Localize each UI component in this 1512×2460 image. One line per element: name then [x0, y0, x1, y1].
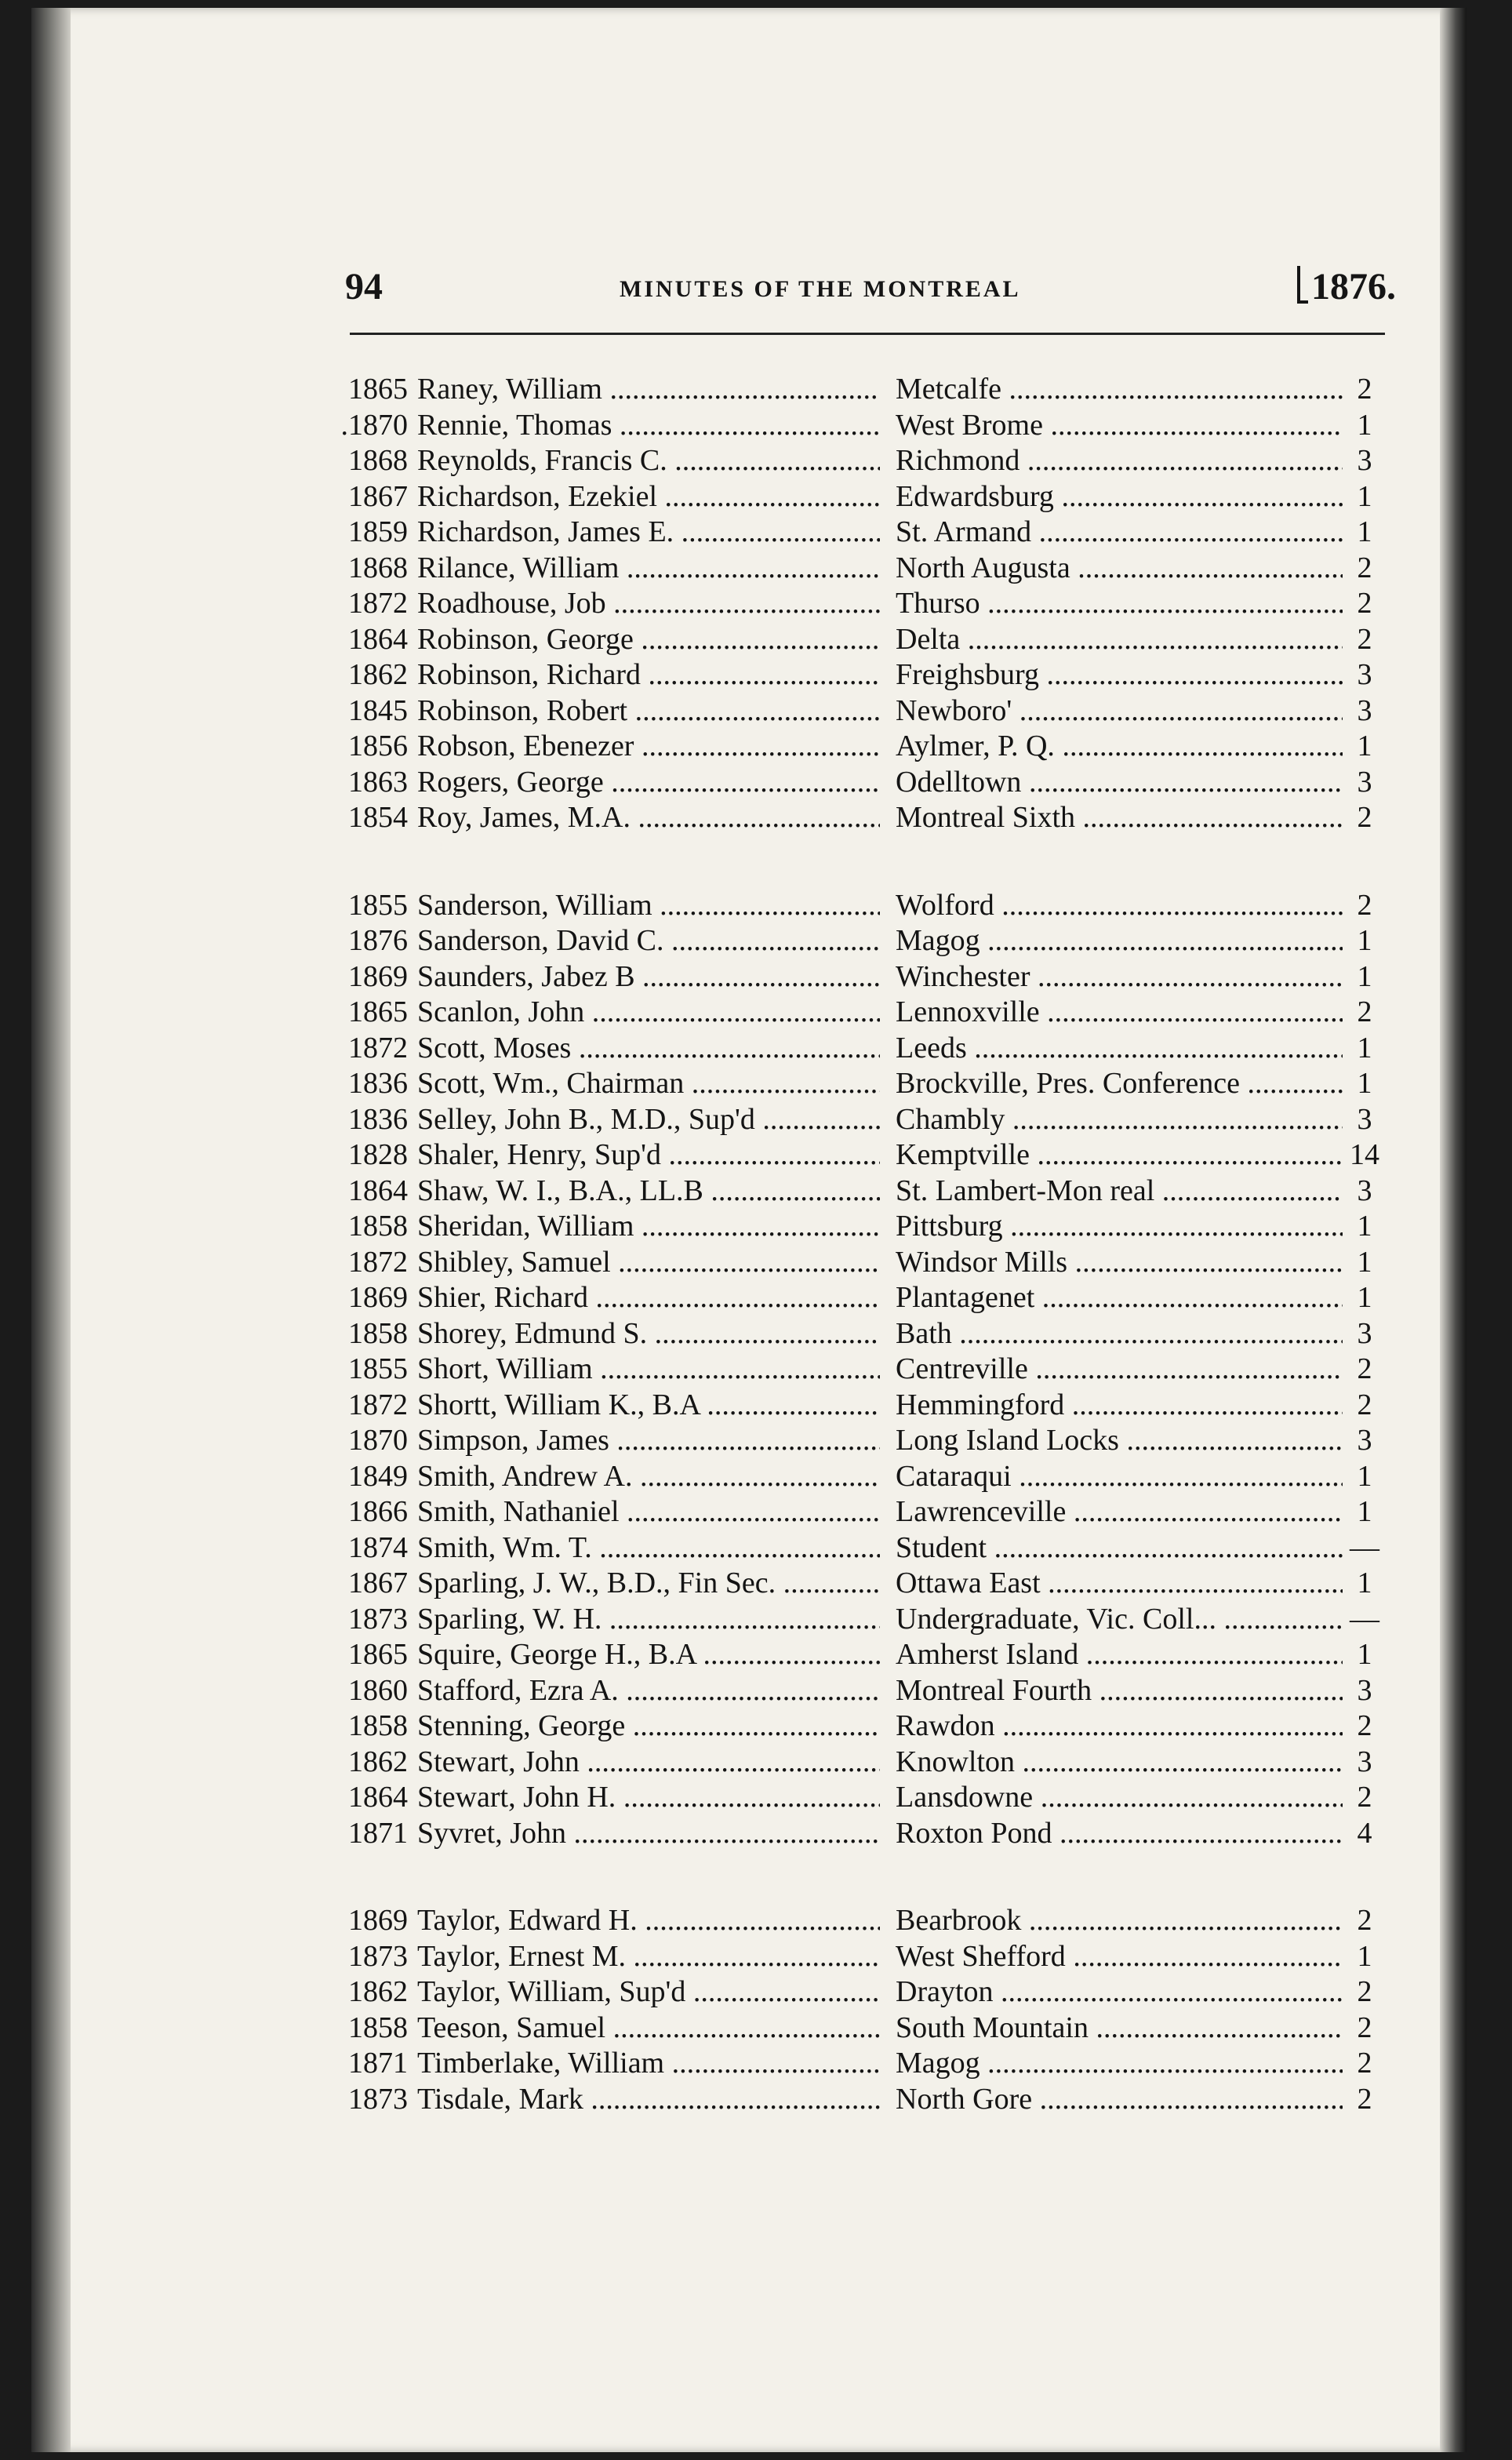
entry-year: 1828 — [348, 1138, 408, 1171]
minister-name: Squire, George H., B.A ..... — [417, 1637, 880, 1672]
header-rule — [350, 333, 1385, 335]
years-on-circuit: 1 — [1357, 730, 1372, 762]
table-row — [329, 1316, 1384, 1352]
years-on-circuit: 1 — [1357, 1459, 1372, 1493]
circuit-name: Magog ..... — [896, 2046, 1343, 2081]
bracket-mark — [1297, 266, 1308, 304]
table-row — [329, 1459, 1384, 1495]
minister-name: Raney, William ..... — [417, 372, 880, 407]
minister-name: Teeson, Samuel ..... — [417, 2011, 880, 2046]
circuit-name: Kemptville ..... — [896, 1137, 1343, 1173]
table-row — [329, 1974, 1384, 2011]
circuit-name: Cataraqui ..... — [896, 1459, 1343, 1494]
circuit-name: Student ..... — [896, 1530, 1343, 1566]
circuit-name: Pittsburg ..... — [896, 1209, 1343, 1244]
table-row — [329, 995, 1384, 1031]
minister-name: Robinson, George ..... — [417, 622, 880, 657]
table-row — [329, 1245, 1384, 1281]
circuit-name: Bearbrook ..... — [896, 1903, 1343, 1938]
years-on-circuit: 1 — [1357, 1939, 1372, 1973]
entry-year: 1855 — [348, 888, 408, 922]
circuit-name: Undergraduate, Vic. Coll... ..... — [896, 1602, 1343, 1637]
minister-name: Shier, Richard ..... — [417, 1280, 880, 1316]
entry-year: 1862 — [348, 1975, 408, 2008]
entry-year: 1876 — [348, 924, 408, 957]
minister-name: Stewart, John H. ..... — [417, 1780, 880, 1815]
minister-name: Shibley, Samuel ..... — [417, 1245, 880, 1280]
years-on-circuit: — — [1350, 1530, 1379, 1564]
entry-year: 1868 — [348, 444, 408, 477]
minister-name: Syvret, John ..... — [417, 1816, 880, 1851]
entry-year: 1865 — [348, 373, 408, 406]
minister-name: Richardson, Ezekiel ..... — [417, 479, 880, 515]
table-row — [329, 1530, 1384, 1567]
entry-year: 1862 — [348, 658, 408, 691]
entry-year: 1854 — [348, 801, 408, 834]
circuit-name: Newboro' ..... — [896, 693, 1343, 729]
years-on-circuit: 1 — [1357, 408, 1372, 442]
years-on-circuit: 1 — [1357, 1031, 1372, 1064]
circuit-name: Montreal Fourth ..... — [896, 1673, 1343, 1709]
minister-name: Taylor, Edward H. ..... — [417, 1903, 880, 1938]
circuit-name: Metcalfe ..... — [896, 372, 1343, 407]
circuit-name: Rawdon ..... — [896, 1709, 1343, 1744]
circuit-name: Roxton Pond ..... — [896, 1816, 1343, 1851]
table-row — [329, 765, 1384, 801]
years-on-circuit: 1 — [1357, 924, 1372, 957]
circuit-name: Delta ..... — [896, 622, 1343, 657]
years-on-circuit: 3 — [1357, 1102, 1372, 1136]
entry-year: 1856 — [348, 730, 408, 762]
circuit-name: Odelltown ..... — [896, 765, 1343, 800]
minister-name: Stewart, John ..... — [417, 1745, 880, 1780]
table-row — [329, 443, 1384, 479]
circuit-name: Lennoxville ..... — [896, 995, 1343, 1030]
entry-year: 1860 — [348, 1673, 408, 1707]
circuit-name: North Gore ..... — [896, 2082, 1343, 2117]
entry-year: 1863 — [348, 765, 408, 799]
table-row — [329, 479, 1384, 515]
minister-name: Smith, Nathaniel ..... — [417, 1494, 880, 1530]
ministers-table — [329, 372, 1384, 2117]
years-on-circuit: 2 — [1357, 1352, 1372, 1385]
minister-name: Stafford, Ezra A. ..... — [417, 1673, 880, 1709]
years-on-circuit: 1 — [1357, 1638, 1372, 1671]
table-row — [329, 729, 1384, 765]
years-on-circuit: 1 — [1357, 1067, 1372, 1100]
entry-year: 1870 — [348, 1424, 408, 1457]
table-row — [329, 1637, 1384, 1673]
circuit-name: Centreville ..... — [896, 1352, 1343, 1387]
circuit-name: Lawrenceville ..... — [896, 1494, 1343, 1530]
circuit-name: Windsor Mills ..... — [896, 1245, 1343, 1280]
minister-name: Rennie, Thomas ..... — [417, 408, 880, 443]
entry-year: 1845 — [348, 693, 408, 727]
circuit-name: Hemmingford ..... — [896, 1388, 1343, 1423]
page-header — [345, 265, 1396, 320]
minister-name: Tisdale, Mark ..... — [417, 2082, 880, 2117]
minister-name: Shorey, Edmund S. ..... — [417, 1316, 880, 1352]
years-on-circuit: 2 — [1357, 622, 1372, 656]
years-on-circuit: 2 — [1357, 2011, 1372, 2044]
years-on-circuit: 3 — [1357, 1745, 1372, 1778]
entry-year: 1869 — [348, 1904, 408, 1937]
table-row — [329, 2011, 1384, 2047]
entry-year: 1873 — [348, 1939, 408, 1973]
entry-year: 1866 — [348, 1495, 408, 1528]
circuit-name: Thurso ..... — [896, 586, 1343, 621]
page-spine-shadow — [31, 8, 71, 2452]
minister-name: Shaler, Henry, Sup'd ..... — [417, 1137, 880, 1173]
table-row — [329, 800, 1384, 836]
circuit-name: Ottawa East ..... — [896, 1566, 1343, 1601]
entry-year: 1868 — [348, 551, 408, 584]
circuit-name: North Augusta ..... — [896, 551, 1343, 586]
years-on-circuit: 2 — [1357, 1975, 1372, 2008]
minister-name: Robson, Ebenezer ..... — [417, 729, 880, 764]
table-row — [329, 1709, 1384, 1745]
circuit-name: Chambly ..... — [896, 1102, 1343, 1137]
entry-year: .1870 — [340, 408, 408, 442]
years-on-circuit: 2 — [1357, 1904, 1372, 1937]
entry-year: 1871 — [348, 1816, 408, 1850]
circuit-name: Montreal Sixth ..... — [896, 800, 1343, 835]
minister-name: Roy, James, M.A. ..... — [417, 800, 880, 835]
minister-name: Scott, Wm., Chairman ..... — [417, 1066, 880, 1101]
entry-year: 1858 — [348, 1709, 408, 1742]
table-row — [329, 1102, 1384, 1138]
table-row — [329, 1780, 1384, 1816]
table-row — [329, 1423, 1384, 1459]
table-row — [329, 1352, 1384, 1388]
table-row — [329, 372, 1384, 408]
table-row — [329, 515, 1384, 551]
circuit-name: Plantagenet ..... — [896, 1280, 1343, 1316]
circuit-name: Long Island Locks ..... — [896, 1423, 1343, 1458]
years-on-circuit: 4 — [1357, 1816, 1372, 1850]
minister-name: Rogers, George ..... — [417, 765, 880, 800]
years-on-circuit: 2 — [1357, 373, 1372, 406]
circuit-name: West Brome ..... — [896, 408, 1343, 443]
entry-year: 1858 — [348, 1316, 408, 1350]
years-on-circuit: 3 — [1357, 1174, 1372, 1207]
years-on-circuit: — — [1350, 1602, 1379, 1636]
entry-year: 1874 — [348, 1530, 408, 1564]
circuit-name: West Shefford ..... — [896, 1939, 1343, 1974]
years-on-circuit: 2 — [1357, 888, 1372, 922]
entry-year: 1872 — [348, 1031, 408, 1064]
years-on-circuit: 1 — [1357, 959, 1372, 993]
years-on-circuit: 1 — [1357, 1281, 1372, 1314]
years-on-circuit: 2 — [1357, 1781, 1372, 1814]
circuit-name: Aylmer, P. Q. ..... — [896, 729, 1343, 764]
years-on-circuit: 1 — [1357, 1567, 1372, 1599]
years-on-circuit: 3 — [1357, 1316, 1372, 1350]
minister-name: Sparling, W. H. ..... — [417, 1602, 880, 1637]
circuit-name: Magog ..... — [896, 923, 1343, 959]
running-title: MINUTES OF THE MONTREAL — [620, 276, 1021, 302]
years-on-circuit: 1 — [1357, 515, 1372, 548]
entry-year: 1849 — [348, 1459, 408, 1493]
header-year — [1297, 265, 1396, 308]
years-on-circuit: 3 — [1357, 444, 1372, 477]
section-spacer — [329, 1851, 1384, 1903]
circuit-name: Amherst Island ..... — [896, 1637, 1343, 1672]
minister-name: Roadhouse, Job ..... — [417, 586, 880, 621]
circuit-name: Knowlton ..... — [896, 1745, 1343, 1780]
years-on-circuit: 2 — [1357, 1709, 1372, 1742]
circuit-name: Brockville, Pres. Conference ..... — [896, 1066, 1343, 1101]
entry-year: 1862 — [348, 1745, 408, 1778]
minister-name: Smith, Wm. T. ..... — [417, 1530, 880, 1566]
minister-name: Shortt, William K., B.A ..... — [417, 1388, 880, 1423]
minister-name: Selley, John B., M.D., Sup'd ..... — [417, 1102, 880, 1137]
minister-name: Sanderson, William ..... — [417, 888, 880, 923]
entry-year: 1859 — [348, 515, 408, 548]
circuit-name: St. Armand ..... — [896, 515, 1343, 550]
page-number: 94 — [345, 266, 383, 308]
years-on-circuit: 1 — [1357, 1245, 1372, 1279]
table-row — [329, 622, 1384, 658]
table-row — [329, 408, 1384, 444]
header-year-text: 1876. — [1311, 266, 1396, 308]
circuit-name: South Mountain ..... — [896, 2011, 1343, 2046]
table-row — [329, 1903, 1384, 1939]
minister-name: Taylor, Ernest M. ..... — [417, 1939, 880, 1974]
minister-name: Stenning, George ..... — [417, 1709, 880, 1744]
table-row — [329, 1066, 1384, 1102]
years-on-circuit: 1 — [1357, 1495, 1372, 1528]
circuit-name: Lansdowne ..... — [896, 1780, 1343, 1815]
entry-year: 1865 — [348, 995, 408, 1028]
circuit-name: St. Lambert-Mon real ..... — [896, 1174, 1343, 1209]
entry-year: 1836 — [348, 1067, 408, 1100]
years-on-circuit: 2 — [1357, 2082, 1372, 2116]
years-on-circuit: 2 — [1357, 1388, 1372, 1421]
table-row — [329, 1745, 1384, 1781]
table-row — [329, 657, 1384, 693]
circuit-name: Richmond ..... — [896, 443, 1343, 479]
minister-name: Sparling, J. W., B.D., Fin Sec. ..... — [417, 1566, 880, 1601]
entry-year: 1858 — [348, 2011, 408, 2044]
minister-name: Scanlon, John ..... — [417, 995, 880, 1030]
page-edge-shadow — [1440, 8, 1467, 2452]
years-on-circuit: 2 — [1357, 801, 1372, 834]
entry-year: 1855 — [348, 1352, 408, 1385]
entry-year: 1869 — [348, 1281, 408, 1314]
table-row — [329, 693, 1384, 730]
minister-name: Scott, Moses ..... — [417, 1031, 880, 1066]
table-row — [329, 1566, 1384, 1602]
years-on-circuit: 2 — [1357, 551, 1372, 584]
minister-name: Saunders, Jabez B ..... — [417, 959, 880, 995]
table-row — [329, 1388, 1384, 1424]
minister-name: Simpson, James ..... — [417, 1423, 880, 1458]
minister-name: Shaw, W. I., B.A., LL.B ..... — [417, 1174, 880, 1209]
years-on-circuit: 1 — [1357, 1210, 1372, 1243]
minister-name: Robinson, Richard ..... — [417, 657, 880, 693]
entry-year: 1867 — [348, 479, 408, 513]
circuit-name: Wolford ..... — [896, 888, 1343, 923]
minister-name: Rilance, William ..... — [417, 551, 880, 586]
entry-year: 1864 — [348, 1174, 408, 1207]
table-row — [329, 551, 1384, 587]
table-row — [329, 959, 1384, 995]
years-on-circuit: 3 — [1357, 693, 1372, 727]
entry-year: 1873 — [348, 1602, 408, 1636]
years-on-circuit: 2 — [1357, 587, 1372, 620]
table-row — [329, 1137, 1384, 1174]
circuit-name: Leeds ..... — [896, 1031, 1343, 1066]
years-on-circuit: 14 — [1350, 1138, 1379, 1171]
minister-name: Short, William ..... — [417, 1352, 880, 1387]
circuit-name: Winchester ..... — [896, 959, 1343, 995]
minister-name: Taylor, William, Sup'd ..... — [417, 1974, 880, 2010]
entry-year: 1867 — [348, 1567, 408, 1599]
table-row — [329, 1031, 1384, 1067]
minister-name: Robinson, Robert ..... — [417, 693, 880, 729]
years-on-circuit: 2 — [1357, 995, 1372, 1028]
minister-name: Reynolds, Francis C. ..... — [417, 443, 880, 479]
circuit-name: Drayton ..... — [896, 1974, 1343, 2010]
table-row — [329, 1602, 1384, 1638]
table-row — [329, 1280, 1384, 1316]
years-on-circuit: 2 — [1357, 2047, 1372, 2080]
years-on-circuit: 3 — [1357, 658, 1372, 691]
entry-year: 1864 — [348, 1781, 408, 1814]
entry-year: 1858 — [348, 1210, 408, 1243]
entry-year: 1873 — [348, 2082, 408, 2116]
table-row — [329, 923, 1384, 959]
circuit-name: Bath ..... — [896, 1316, 1343, 1352]
section-spacer — [329, 836, 1384, 888]
entry-year: 1869 — [348, 959, 408, 993]
entry-year: 1865 — [348, 1638, 408, 1671]
table-row — [329, 1209, 1384, 1245]
table-row — [329, 586, 1384, 622]
entry-year: 1871 — [348, 2047, 408, 2080]
table-row — [329, 1673, 1384, 1709]
minister-name: Timberlake, William ..... — [417, 2046, 880, 2081]
minister-name: Sanderson, David C. ..... — [417, 923, 880, 959]
years-on-circuit: 3 — [1357, 1673, 1372, 1707]
circuit-name: Freighsburg ..... — [896, 657, 1343, 693]
table-row — [329, 1174, 1384, 1210]
entry-year: 1836 — [348, 1102, 408, 1136]
table-row — [329, 1816, 1384, 1852]
minister-name: Smith, Andrew A. ..... — [417, 1459, 880, 1494]
table-row — [329, 1494, 1384, 1530]
minister-name: Sheridan, William ..... — [417, 1209, 880, 1244]
entry-year: 1864 — [348, 622, 408, 656]
table-row — [329, 888, 1384, 924]
minister-name: Richardson, James E. ..... — [417, 515, 880, 550]
table-row — [329, 1939, 1384, 1975]
circuit-name: Edwardsburg ..... — [896, 479, 1343, 515]
table-row — [329, 2082, 1384, 2118]
entry-year: 1872 — [348, 587, 408, 620]
years-on-circuit: 3 — [1357, 1424, 1372, 1457]
entry-year: 1872 — [348, 1388, 408, 1421]
years-on-circuit: 1 — [1357, 479, 1372, 513]
entry-year: 1872 — [348, 1245, 408, 1279]
table-row — [329, 2046, 1384, 2082]
years-on-circuit: 3 — [1357, 765, 1372, 799]
